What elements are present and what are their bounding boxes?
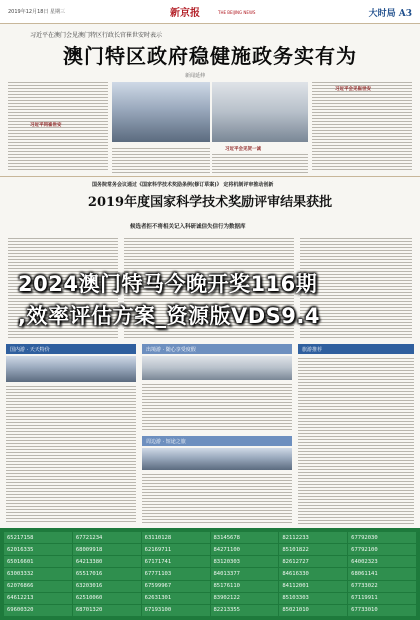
phone-number: 83145678 (213, 534, 240, 541)
lead-headline: 澳门特区政府稳健施政务实有为 (63, 44, 357, 68)
phone-number: 85103303 (282, 595, 309, 602)
phone-cell (73, 593, 141, 604)
phone-number: 63003332 (7, 570, 34, 577)
phone-number: 67771103 (144, 570, 172, 577)
phone-cell (73, 544, 141, 555)
issue-date: 2019年12月18日 星期三 (8, 9, 66, 15)
travel-photo (142, 356, 292, 380)
article-subhead: 习近平会见崔世安 (335, 87, 371, 92)
phone-number: 62631301 (144, 595, 172, 602)
ad-text (142, 472, 292, 524)
phone-cell (279, 544, 347, 555)
phone-cell (279, 556, 347, 567)
ad-header: 周边游 · 短途之旅 (142, 436, 292, 446)
phone-number: 69600320 (7, 607, 34, 614)
phone-number: 62510060 (75, 595, 103, 602)
phone-number: 64213380 (75, 558, 103, 565)
phone-cell (73, 605, 141, 616)
phone-number: 84616330 (282, 570, 309, 577)
text-column (112, 146, 210, 174)
phone-cell (279, 605, 347, 616)
phone-number: 67721234 (75, 534, 103, 541)
travel-photo (142, 448, 292, 470)
phone-number: 85101822 (282, 546, 309, 553)
overlay-line-1: 2024澳门特马今晚开奖116期 (18, 272, 318, 296)
phone-cell (142, 581, 210, 592)
newspaper-logo-sub: THE BEIJING NEWS (218, 10, 256, 15)
phone-cell (142, 532, 210, 543)
phone-number: 67193100 (144, 607, 172, 614)
phone-number: 64002323 (351, 558, 378, 565)
phone-cell (142, 568, 210, 579)
phone-cell (142, 605, 210, 616)
phone-number: 84112001 (282, 583, 309, 590)
phone-cell (279, 593, 347, 604)
phone-number: 83902122 (213, 595, 240, 602)
phone-cell (348, 581, 416, 592)
phone-number: 64612213 (7, 595, 34, 602)
phone-cell (73, 556, 141, 567)
phone-cell (279, 581, 347, 592)
phone-number: 63110128 (144, 534, 172, 541)
text-column (212, 152, 308, 174)
ad-header: 国内游 · 天天特价 (6, 344, 136, 354)
phone-cell (4, 605, 72, 616)
phone-cell (142, 544, 210, 555)
phone-number: 67119911 (351, 595, 378, 602)
article-subhead: 习近平会见贺一诚 (225, 147, 261, 152)
article-subhead: 习近平同崔世安 (30, 123, 62, 128)
phone-cell (211, 544, 279, 555)
phone-number: 68009918 (75, 546, 103, 553)
phone-cell (142, 593, 210, 604)
award-subtitle: 候选者拒不将相关记入科研诚信失信行为数据库 (130, 224, 246, 230)
phone-cell (211, 581, 279, 592)
phone-cell (348, 568, 416, 579)
phone-number: 85176110 (213, 583, 240, 590)
travel-photo (6, 356, 136, 382)
section-label (369, 6, 412, 19)
phone-cell (348, 544, 416, 555)
phone-cell (211, 532, 279, 543)
phone-number: 68701320 (75, 607, 103, 614)
phone-cell (211, 593, 279, 604)
section-prefix: 大时局 (368, 9, 396, 19)
phone-number: 85021010 (282, 607, 309, 614)
phone-number: 67792100 (351, 546, 378, 553)
phone-number: 65517016 (75, 570, 103, 577)
phone-cell (348, 605, 416, 616)
phone-number: 67792030 (351, 534, 378, 541)
news-photo (112, 82, 210, 142)
award-title: 2019年度国家科学技术奖励评审结果获批 (87, 195, 333, 210)
phone-grid (4, 532, 416, 616)
phone-cell (348, 593, 416, 604)
phone-cell (73, 568, 141, 579)
overlay-line-2: ,效率评估方案_资源版VDS9.4 (18, 304, 320, 328)
phone-number: 67733022 (351, 583, 378, 590)
ad-text (298, 356, 414, 524)
phone-number: 62016335 (7, 546, 34, 553)
phone-cell (348, 556, 416, 567)
newspaper-logo: 新京报 (170, 8, 200, 19)
news-photo (212, 82, 308, 142)
phone-cell (4, 544, 72, 555)
phone-cell (279, 532, 347, 543)
phone-cell (4, 532, 72, 543)
phone-number: 82612727 (282, 558, 309, 565)
phone-number: 82213355 (213, 607, 240, 614)
phone-cell (4, 556, 72, 567)
phone-cell (279, 568, 347, 579)
phone-cell (73, 532, 141, 543)
phone-table (0, 528, 420, 620)
phone-number: 82112233 (282, 534, 309, 541)
phone-cell (211, 556, 279, 567)
phone-number: 84013377 (213, 570, 240, 577)
phone-number: 67171741 (144, 558, 172, 565)
phone-cell (73, 581, 141, 592)
phone-number: 62169711 (144, 546, 172, 553)
phone-number: 65016601 (7, 558, 34, 565)
ad-text (6, 384, 136, 524)
text-column (312, 80, 412, 172)
phone-cell (142, 556, 210, 567)
masthead (0, 0, 420, 24)
rule-label: 新闻延伸 (185, 73, 206, 79)
overlay-caption (0, 262, 420, 342)
phone-number: 62076866 (7, 583, 34, 590)
phone-number: 83120303 (213, 558, 240, 565)
phone-number: 84271100 (213, 546, 240, 553)
phone-number: 68061141 (351, 570, 378, 577)
phone-number: 65217158 (7, 534, 34, 541)
phone-cell (4, 593, 72, 604)
lead-kicker: 习近平在澳门会见澳门特区行政长官崔世安时表示 (30, 32, 163, 39)
phone-number: 63203016 (75, 583, 103, 590)
phone-cell (211, 605, 279, 616)
phone-cell (4, 568, 72, 579)
phone-cell (4, 581, 72, 592)
phone-number: 67599967 (144, 583, 172, 590)
phone-number: 67733010 (351, 607, 378, 614)
phone-cell (348, 532, 416, 543)
award-kicker: 国务院常务会议通过《国家科学技术奖励条例(修订草案)》 定将机制评审推动创新 (92, 182, 274, 188)
section-page: A3 (398, 9, 412, 19)
ad-header: 旅游推荐 (298, 344, 414, 354)
ad-text (142, 382, 292, 432)
phone-cell (211, 568, 279, 579)
ad-header: 出境游 · 随心享受度假 (142, 344, 292, 354)
